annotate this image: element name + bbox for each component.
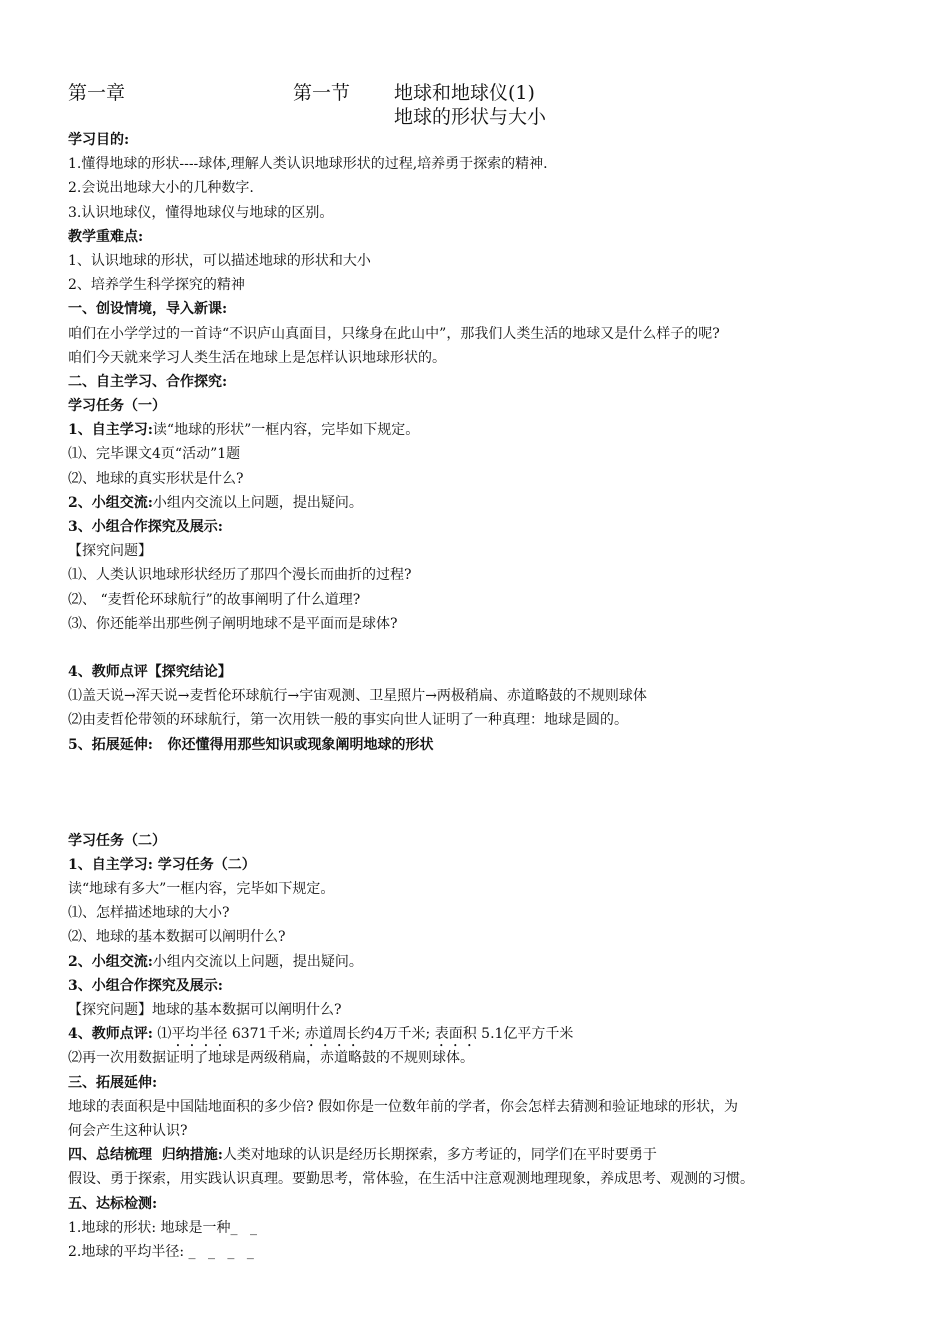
inquiry-tag: 【探究问题】 bbox=[68, 1002, 152, 1018]
goal-item: 1.懂得地球的形状----球体,理解人类认识地球形状的过程,培养勇于探索的精神. bbox=[68, 156, 548, 173]
part2-heading: 二、自主学习、合作探究: bbox=[68, 373, 228, 390]
part1-text: 咱们在小学学过的一首诗“不识庐山真面目，只缘身在此山中”，那我们人类生活的地球又是什么样子的呢? bbox=[68, 325, 720, 342]
question-item: ⑴、完毕课文4页“活动”1题 bbox=[68, 446, 241, 463]
spacer bbox=[68, 636, 888, 660]
part3-heading: 三、拓展延伸: bbox=[68, 1074, 158, 1091]
keypoint-item: 1、认识地球的形状，可以描述地球的形状和大小 bbox=[68, 252, 371, 269]
lesson-subtitle: 地球的形状与大小 bbox=[394, 106, 547, 128]
goal-item: 3.认识地球仪，懂得地球仪与地球的区别。 bbox=[68, 204, 334, 221]
keypoints-heading: 教学重难点: bbox=[68, 228, 144, 245]
inquiry-item: ⑴、人类认识地球形状经历了那四个漫长而曲折的过程? bbox=[68, 567, 412, 584]
group-label: 2、小组交流: bbox=[68, 953, 153, 970]
task2-review bbox=[68, 1022, 888, 1046]
inquiry-item: ⑵、 “麦哲伦环球航行”的故事阐明了什么道理? bbox=[68, 591, 361, 608]
section-label: 第一节 bbox=[293, 82, 351, 104]
task2-coop-heading: 3、小组合作探究及展示: bbox=[68, 977, 223, 994]
review-label: 4、教师点评 bbox=[68, 663, 148, 680]
task1-heading: 学习任务（一） bbox=[68, 398, 166, 415]
group-text: 小组内交流以上问题，提出疑问。 bbox=[152, 494, 363, 511]
document-body bbox=[68, 128, 888, 1264]
part4-text: 人类对地球的认识是经历长期探索，多方考证的，同学们在平时要勇于 bbox=[222, 1147, 657, 1164]
group-label: 2、小组交流: bbox=[68, 494, 153, 511]
self-study-label: 1、自主学习: bbox=[68, 422, 153, 439]
self-study-text: 读“地球的形状”一框内容，完毕如下规定。 bbox=[152, 422, 420, 439]
lesson-title: 地球和地球仪(1) bbox=[394, 82, 535, 104]
test-question: 2.地球的平均半径: bbox=[68, 1243, 185, 1260]
answer-blank: _ _ _ _ bbox=[188, 1243, 258, 1260]
part3-text: 何会产生这种认识? bbox=[68, 1122, 188, 1139]
inquiry-text: 地球的基本数据可以阐明什么? bbox=[152, 1002, 342, 1018]
task1-review bbox=[68, 660, 888, 684]
chapter-label: 第一章 bbox=[68, 82, 126, 104]
question-item: ⑵、地球的基本数据可以阐明什么? bbox=[68, 929, 286, 946]
answer-blank: _ _ bbox=[230, 1219, 261, 1236]
group-text: 小组内交流以上问题，提出疑问。 bbox=[152, 953, 363, 970]
task2-group bbox=[68, 950, 888, 974]
part1-heading: 一、创设情境，导入新课: bbox=[68, 301, 228, 318]
review-value: 约4万千米; bbox=[360, 1026, 431, 1043]
goal-item: 2.会说出地球大小的几种数字. bbox=[68, 180, 254, 197]
conclusion-item: ⑵再一次用数据证明了地球是两级稍扁，赤道略鼓的不规则球体。 bbox=[68, 1050, 474, 1067]
task2-self-study: 1、自主学习: 学习任务（二） bbox=[68, 856, 256, 873]
conclusion-item: ⑵由麦哲伦带领的环球航行，第一次用铁一般的事实向世人证明了一种真理：地球是圆的。 bbox=[68, 712, 628, 729]
test-item bbox=[68, 1240, 888, 1264]
review-value: 6371千米; bbox=[231, 1026, 301, 1043]
part1-text: 咱们今天就来学习人类生活在地球上是怎样认识地球形状的。 bbox=[68, 349, 446, 366]
task2-heading: 学习任务（二） bbox=[68, 832, 166, 849]
task1-group bbox=[68, 491, 888, 515]
conclusion-item: ⑴盖天说→浑天说→麦哲伦环球航行→宇宙观测、卫星照片→两极稍扁、赤道略鼓的不规则球体 bbox=[68, 688, 647, 705]
spacer bbox=[68, 757, 888, 805]
part4-summary bbox=[68, 1143, 888, 1167]
task1-coop-heading: 3、小组合作探究及展示: bbox=[68, 519, 223, 535]
emphasis-term: 赤道周长 bbox=[304, 1026, 361, 1043]
review-prefix: ⑴ bbox=[157, 1026, 172, 1043]
test-question: 1.地球的形状: 地球是一种 bbox=[68, 1219, 231, 1236]
part4-label: 四、总结梳理 归纳措施: bbox=[68, 1147, 223, 1164]
part3-text: 地球的表面积是中国陆地面积的多少倍? 假如你是一位数年前的学者，你会怎样去猜测和验证地球的形状，为 bbox=[68, 1098, 738, 1115]
goals-heading: 学习目的: bbox=[68, 132, 130, 148]
task1-extension: 5、拓展延伸: 你还懂得用那些知识或现象阐明地球的形状 bbox=[68, 736, 434, 753]
task2-read: 读“地球有多大”一框内容，完毕如下规定。 bbox=[68, 881, 335, 898]
question-item: ⑵、地球的真实形状是什么? bbox=[68, 470, 244, 487]
keypoint-item: 2、培养学生科学探究的精神 bbox=[68, 277, 245, 294]
part5-heading: 五、达标检测: bbox=[68, 1195, 158, 1212]
question-item: ⑴、怎样描述地球的大小? bbox=[68, 905, 230, 922]
review-label: 4、教师点评: bbox=[68, 1026, 153, 1043]
emphasis-term: 表面积 bbox=[434, 1026, 477, 1043]
inquiry-tag: 【探究问题】 bbox=[68, 543, 152, 560]
review-value: 5.1亿平方千米 bbox=[481, 1026, 574, 1043]
inquiry-item: ⑶、你还能举出那些例子阐明地球不是平面而是球体? bbox=[68, 615, 398, 632]
emphasis-term: 平均半径 bbox=[171, 1026, 228, 1043]
part4-text: 假设、勇于探索，用实践认识真理。要勤思考，常体验，在生活中注意观测地理现象，养成思考、观测的习惯。 bbox=[68, 1171, 754, 1188]
task2-inquiry bbox=[68, 998, 888, 1022]
review-tag: 【探究结论】 bbox=[147, 663, 232, 680]
spacer bbox=[68, 805, 888, 829]
task1-self-study bbox=[68, 418, 888, 442]
test-item bbox=[68, 1216, 888, 1240]
